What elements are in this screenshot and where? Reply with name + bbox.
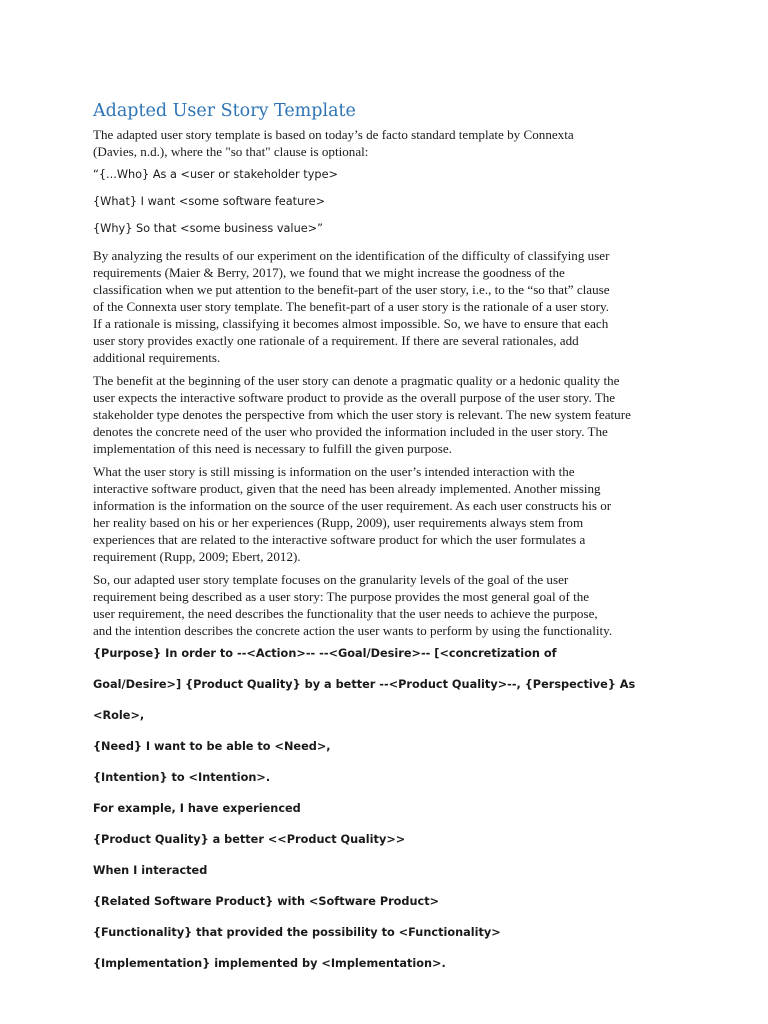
- template-line-who: “{...Who} As a <user or stakeholder type>: [93, 168, 338, 181]
- example-line-software-product: {Related Software Product} with <Software Product>: [93, 895, 440, 908]
- adapted-line-need: {Need} I want to be able to <Need>,: [93, 740, 331, 753]
- paragraph-analysis: By analyzing the results of our experiment on the identification of the difficulty of classifying user requirements (Maier & Berry, 2017), we found that we might increase the goodness of the classification when we put attention to the benefit-part of the user story, i.e., to the “so that” clause of the Connexta user story template. The benefit-part of a user story is the rationale of a user story. If a rationale is missing, classifying it becomes almost impossible. So, we have to ensure that each user story provides exactly one rationale of a requirement. If there are several rationales, add additional requirements.: [93, 248, 610, 365]
- paragraph-granularity: So, our adapted user story template focuses on the granularity levels of the goal of the user requirement being described as a user story: The purpose provides the most general goal of the user requirement, the need describes the functionality that the user needs to achieve the purpose, and the intention describes the concrete action the user wants to perform by using the functionality.: [93, 572, 613, 638]
- template-line-what: {What} I want <some software feature>: [93, 195, 326, 208]
- paragraph-benefit: The benefit at the beginning of the user story can denote a pragmatic quality or a hedonic quality the user expects the interactive software product to provide as the overall purpose of the user story. The stakeholder type denotes the perspective from which the user story is relevant. The new system feature denotes the concrete need of the user who provided the information included in the user story. The implementation of this need is necessary to fulfill the given purpose.: [93, 373, 631, 456]
- adapted-line-goal: Goal/Desire>] {Product Quality} by a better --<Product Quality>--, {Perspective} As: [93, 678, 636, 691]
- example-line-implementation: {Implementation} implemented by <Implementation>.: [93, 957, 446, 970]
- example-line-functionality: {Functionality} that provided the possibility to <Functionality>: [93, 926, 501, 939]
- adapted-line-role: <Role>,: [93, 709, 145, 722]
- page-title: Adapted User Story Template: [93, 101, 356, 121]
- adapted-line-purpose: {Purpose} In order to --<Action>-- --<Goal/Desire>-- [<concretization of: [93, 647, 557, 660]
- paragraph-missing-info: What the user story is still missing is information on the user’s intended interaction with the interactive software product, given that the need has been already implemented. Another missing information is the information on the source of the user requirement. As each user constructs his or her reality based on his or her experiences (Rupp, 2009), user requirements always stem from experiences that are related to the interactive software product for which the user formulates a requirement (Rupp, 2009; Ebert, 2012).: [93, 464, 612, 564]
- document-page: [93, 100, 683, 972]
- template-line-why: {Why} So that <some business value>”: [93, 222, 323, 235]
- example-line-experienced: For example, I have experienced: [93, 802, 301, 815]
- intro-paragraph: The adapted user story template is based on today’s de facto standard template by Connexta (Davies, n.d.), where the "so that" clause is optional:: [93, 127, 574, 159]
- example-line-quality: {Product Quality} a better <<Product Quality>>: [93, 833, 406, 846]
- adapted-line-intention: {Intention} to <Intention>.: [93, 771, 271, 784]
- example-line-interacted: When I interacted: [93, 864, 208, 877]
